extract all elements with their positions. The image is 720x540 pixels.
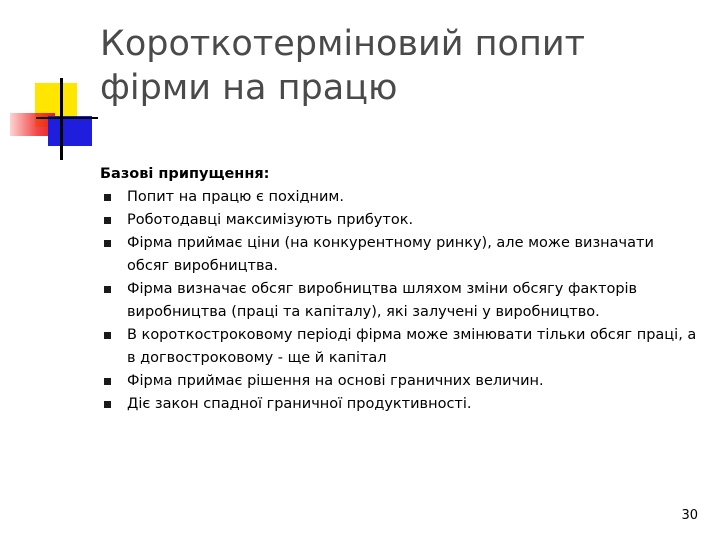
bullet-list — [100, 186, 700, 416]
square-bullet-icon — [104, 194, 111, 201]
list-item — [100, 393, 700, 416]
decorative-vertical-line — [60, 78, 63, 160]
list-item — [100, 370, 700, 393]
square-bullet-icon — [104, 401, 111, 408]
slide-title — [100, 22, 700, 110]
list-item — [100, 209, 700, 232]
list-item-text: Діє закон спадної граничної продуктивності. — [127, 396, 472, 412]
square-bullet-icon — [104, 240, 111, 247]
square-bullet-icon — [104, 217, 111, 224]
slide-title-line-2: фірми на працю — [100, 68, 398, 108]
list-item-text: Фірма визначає обсяг виробництва шляхом зміни обсягу факторів виробництва (праці та капіталу), які залучені у виробництво. — [127, 281, 638, 320]
decorative-horizontal-line — [36, 117, 98, 119]
square-bullet-icon — [104, 286, 111, 293]
square-bullet-icon — [104, 332, 111, 339]
list-item-text: Роботодавці максимізують прибуток. — [127, 212, 414, 228]
list-item-text: В короткостроковому періоді фірма може змінювати тільки обсяг праці, а в догвостроковому - ще й капітал — [127, 327, 697, 366]
list-item — [100, 324, 700, 370]
decorative-blue-square — [48, 116, 92, 146]
square-bullet-icon — [104, 378, 111, 385]
list-item-text: Фірма приймає рішення на основі граничних величин. — [127, 373, 544, 389]
list-item — [100, 232, 700, 278]
subheading: Базові припущення: — [100, 166, 270, 182]
page-number: 30 — [681, 508, 698, 523]
list-item-text: Попит на працю є похідним. — [127, 189, 344, 205]
slide-title-line-1: Короткотерміновий попит — [100, 24, 585, 64]
list-item — [100, 186, 700, 209]
list-item — [100, 278, 700, 324]
slide-content — [100, 163, 700, 416]
list-item-text: Фірма приймає ціни (на конкурентному ринку), але може визначати обсяг виробництва. — [127, 235, 654, 274]
